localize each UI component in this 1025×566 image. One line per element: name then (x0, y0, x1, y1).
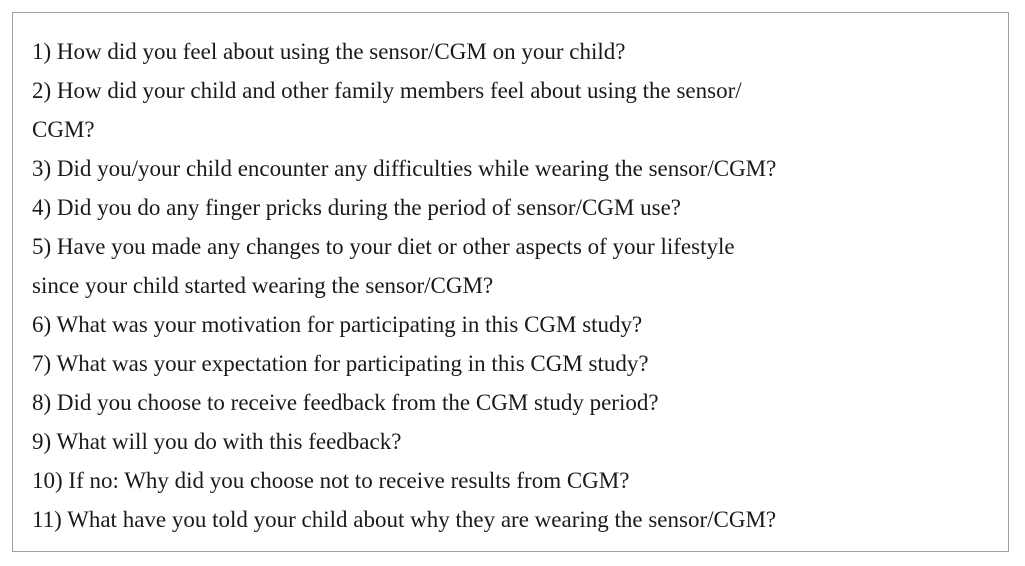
question-list-box (12, 12, 1009, 552)
question-text-continued: since your child started wearing the sensor/CGM? (32, 273, 494, 298)
question-text-continued: CGM? (32, 117, 95, 142)
question-item-10 (32, 461, 1008, 500)
question-text: 8) Did you choose to receive feedback from the CGM study period? (32, 390, 659, 415)
question-item-5 (32, 227, 1008, 305)
question-text: 6) What was your motivation for participating in this CGM study? (32, 312, 643, 337)
question-item-4 (32, 188, 1008, 227)
question-list (32, 32, 1008, 539)
question-item-6 (32, 305, 1008, 344)
question-text: 3) Did you/your child encounter any difficulties while wearing the sensor/CGM? (32, 156, 777, 181)
question-item-2 (32, 71, 1008, 149)
question-item-1 (32, 32, 1008, 71)
question-text: 1) How did you feel about using the sensor/CGM on your child? (32, 39, 626, 64)
question-item-9 (32, 422, 1008, 461)
question-item-8 (32, 383, 1008, 422)
question-item-7 (32, 344, 1008, 383)
question-text: 5) Have you made any changes to your diet or other aspects of your lifestyle (32, 234, 735, 259)
question-text: 4) Did you do any finger pricks during the period of sensor/CGM use? (32, 195, 681, 220)
question-text: 7) What was your expectation for participating in this CGM study? (32, 351, 649, 376)
question-text: 9) What will you do with this feedback? (32, 429, 402, 454)
question-text: 2) How did your child and other family members feel about using the sensor/ (32, 78, 742, 103)
question-text: 11) What have you told your child about why they are wearing the sensor/CGM? (32, 507, 777, 532)
question-item-3 (32, 149, 1008, 188)
question-text: 10) If no: Why did you choose not to receive results from CGM? (32, 468, 630, 493)
question-item-11 (32, 500, 1008, 539)
